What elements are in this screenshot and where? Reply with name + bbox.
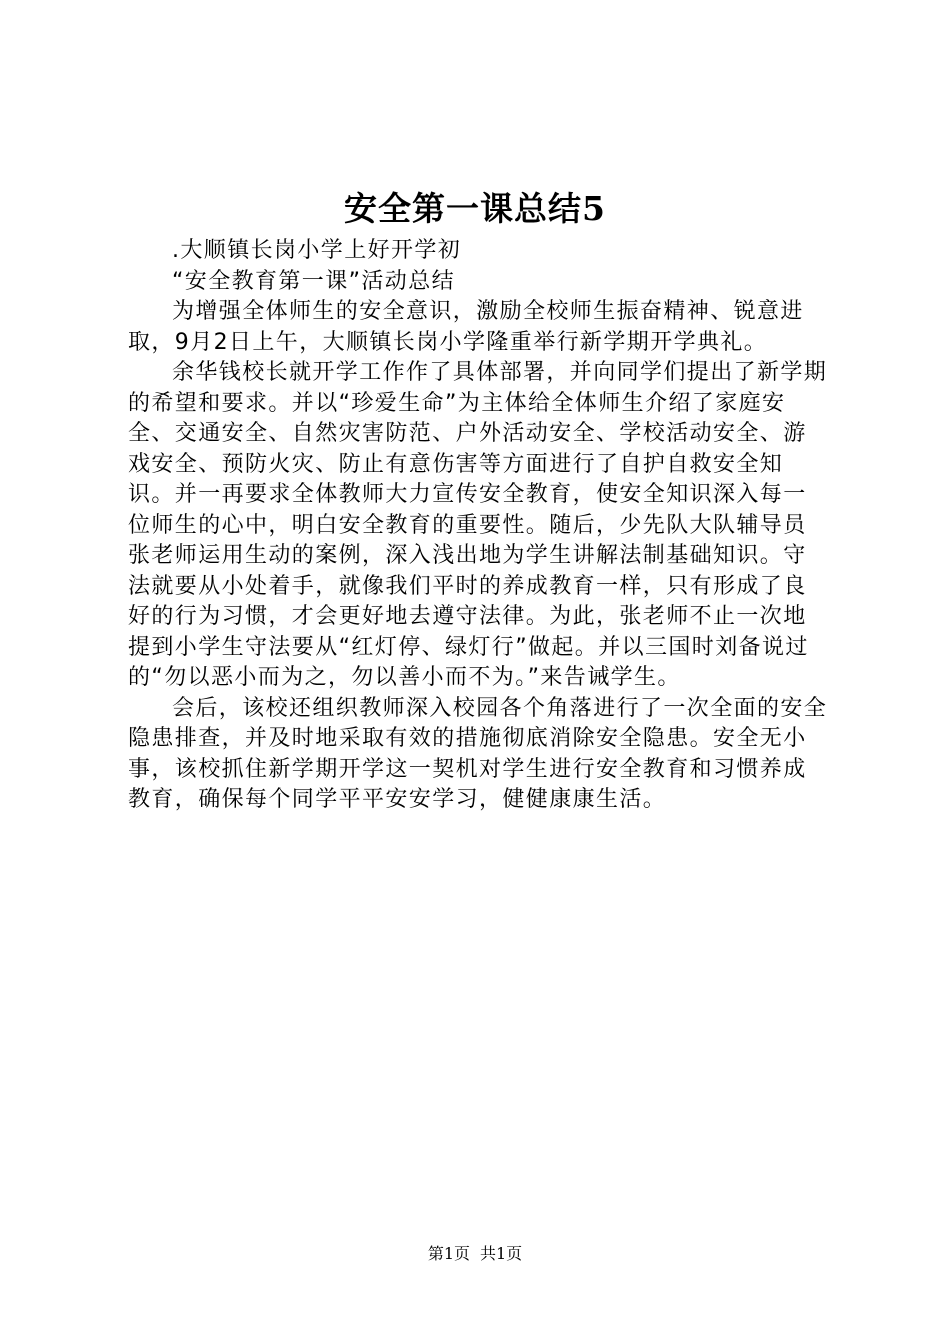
subtitle-line-1: .大顺镇长岗小学上好开学初 [172, 238, 462, 263]
paragraph-1: 为增强全体师生的安全意识，激励全校师生振奋精神、锐意进取，9月2日上午，大顺镇长岗小学隆重举行新学期开学典礼。 [128, 299, 804, 355]
page-number-total: 共1页 [480, 1244, 523, 1263]
subtitle-line-2: “安全教育第一课”活动总结 [172, 268, 455, 294]
paragraph-2: 余华钱校长就开学工作作了具体部署，并向同学们提出了新学期的希望和要求。并以“珍爱生命”为主体给全体师生介绍了家庭安全、交通安全、自然灾害防范、户外活动安全、学校活动安全、游戏安全、预防火灾、防止有意伤害等方面进行了自护自救安全知识。并一再要求全体教师大力宣传安全教育，使安全知识深入每一位师生的心中，明白安全教育的重要性。随后，少先队大队辅导员张老师运用生动的案例，深入浅出地为学生讲解法制基础知识。守法就要从小处着手，就像我们平时的养成教育一样，只有形成了良好的行为习惯，才会更好地去遵守法律。为此，张老师不止一次地提到小学生守法要从“红灯停、绿灯行”做起。并以三国时刘备说过的“勿以恶小而为之，勿以善小而不为。”来告诫学生。 [128, 360, 828, 690]
paragraph-3: 会后，该校还组织教师深入校园各个角落进行了一次全面的安全隐患排查，并及时地采取有效的措施彻底消除安全隐患。安全无小事，该校抓住新学期开学这一契机对学生进行安全教育和习惯养成教育，确保每个同学平平安安学习，健健康康生活。 [128, 695, 828, 812]
document-body [128, 236, 828, 816]
page-number-current: 第1页 [427, 1244, 470, 1263]
document-title: 安全第一课总结5 [344, 189, 606, 228]
page-footer [0, 1243, 950, 1265]
